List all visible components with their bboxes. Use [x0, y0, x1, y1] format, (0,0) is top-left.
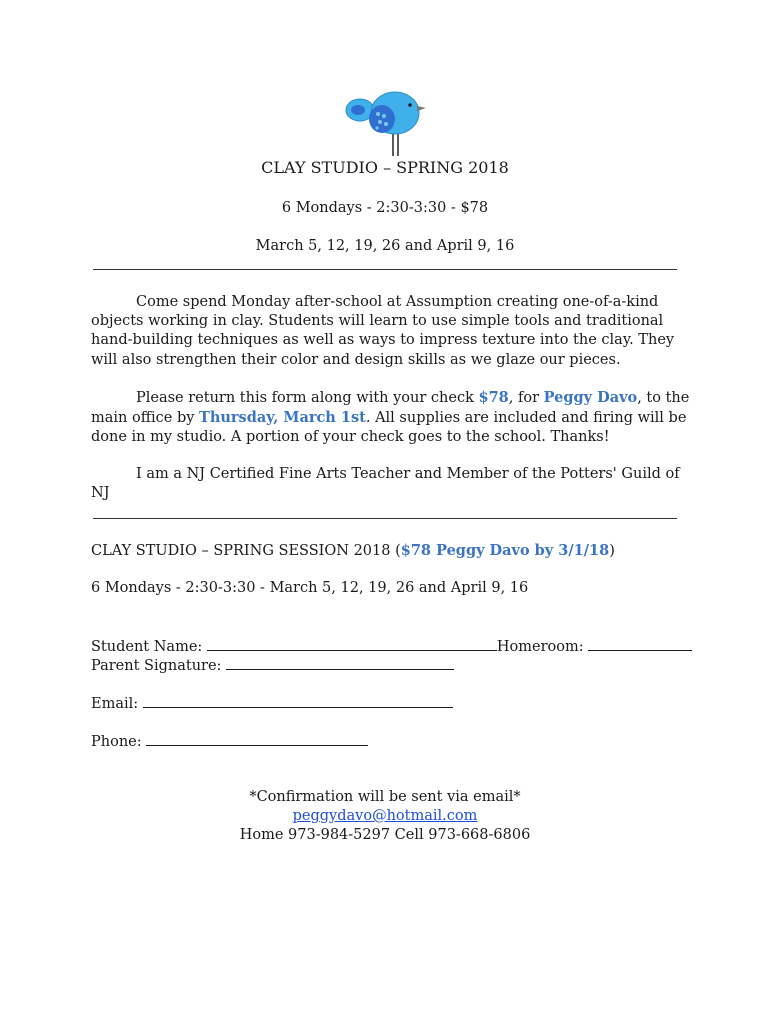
student-name-label: Student Name:	[91, 639, 203, 655]
session-text-pre: CLAY STUDIO – SPRING SESSION 2018 (	[91, 543, 401, 559]
return-deadline: Thursday, March 1st	[199, 409, 366, 427]
phone-row	[91, 731, 368, 752]
return-text-post: . All supplies are included and firing will be done in my studio. A portion of your check goes to the school. Thanks!	[91, 410, 687, 446]
phone-field[interactable]	[146, 731, 368, 746]
email-link[interactable]: peggydavo@hotmail.com	[292, 808, 478, 824]
email-label: Email:	[91, 696, 139, 712]
dates-line: March 5, 12, 19, 26 and April 9, 16	[255, 238, 515, 254]
phone-numbers: Home 973-984-5297 Cell 973-668-6806	[239, 827, 531, 843]
email-field[interactable]	[143, 693, 453, 708]
return-text-mid2: , to the main office by	[91, 390, 690, 427]
session-text-post: )	[609, 543, 615, 559]
divider-middle	[93, 518, 677, 519]
return-payee: Peggy Davo	[543, 389, 638, 406]
schedule-line: 6 Mondays - 2:30-3:30 - $78	[281, 200, 489, 216]
return-price: $78	[478, 389, 509, 406]
return-text-mid1: , for	[508, 390, 544, 406]
bird-icon	[340, 86, 430, 158]
form-schedule-line: 6 Mondays - 2:30-3:30 - March 5, 12, 19, 26 and April 9, 16	[91, 580, 529, 596]
student-name-field[interactable]	[207, 636, 497, 651]
homeroom-field[interactable]	[588, 636, 692, 651]
return-paragraph	[91, 388, 691, 448]
credentials-line: I am a NJ Certified Fine Arts Teacher and Member of the Potters' Guild of NJ	[91, 466, 680, 502]
intro-paragraph: Come spend Monday after-school at Assumption creating one-of-a-kind objects working in clay. Students will learn to use simple tools and traditional hand-building techniques as well as ways to impress texture into the clay. They will also strengthen their color and design skills as we glaze our pieces.	[91, 294, 675, 368]
student-row	[91, 636, 692, 657]
phone-label: Phone:	[91, 734, 142, 750]
parent-signature-label: Parent Signature:	[91, 658, 222, 674]
return-text-pre: Please return this form along with your check	[136, 390, 479, 406]
confirmation-note: *Confirmation will be sent via email*	[249, 789, 521, 805]
divider-top	[93, 269, 677, 270]
homeroom-label: Homeroom:	[496, 639, 584, 655]
email-link-wrap	[0, 807, 770, 826]
session-highlight: $78 Peggy Davo by 3/1/18	[400, 542, 610, 559]
parent-signature-field[interactable]	[226, 655, 454, 670]
email-row	[91, 693, 453, 714]
page-title: CLAY STUDIO – SPRING 2018	[261, 158, 509, 177]
session-heading	[91, 541, 615, 561]
parent-row	[91, 655, 454, 676]
